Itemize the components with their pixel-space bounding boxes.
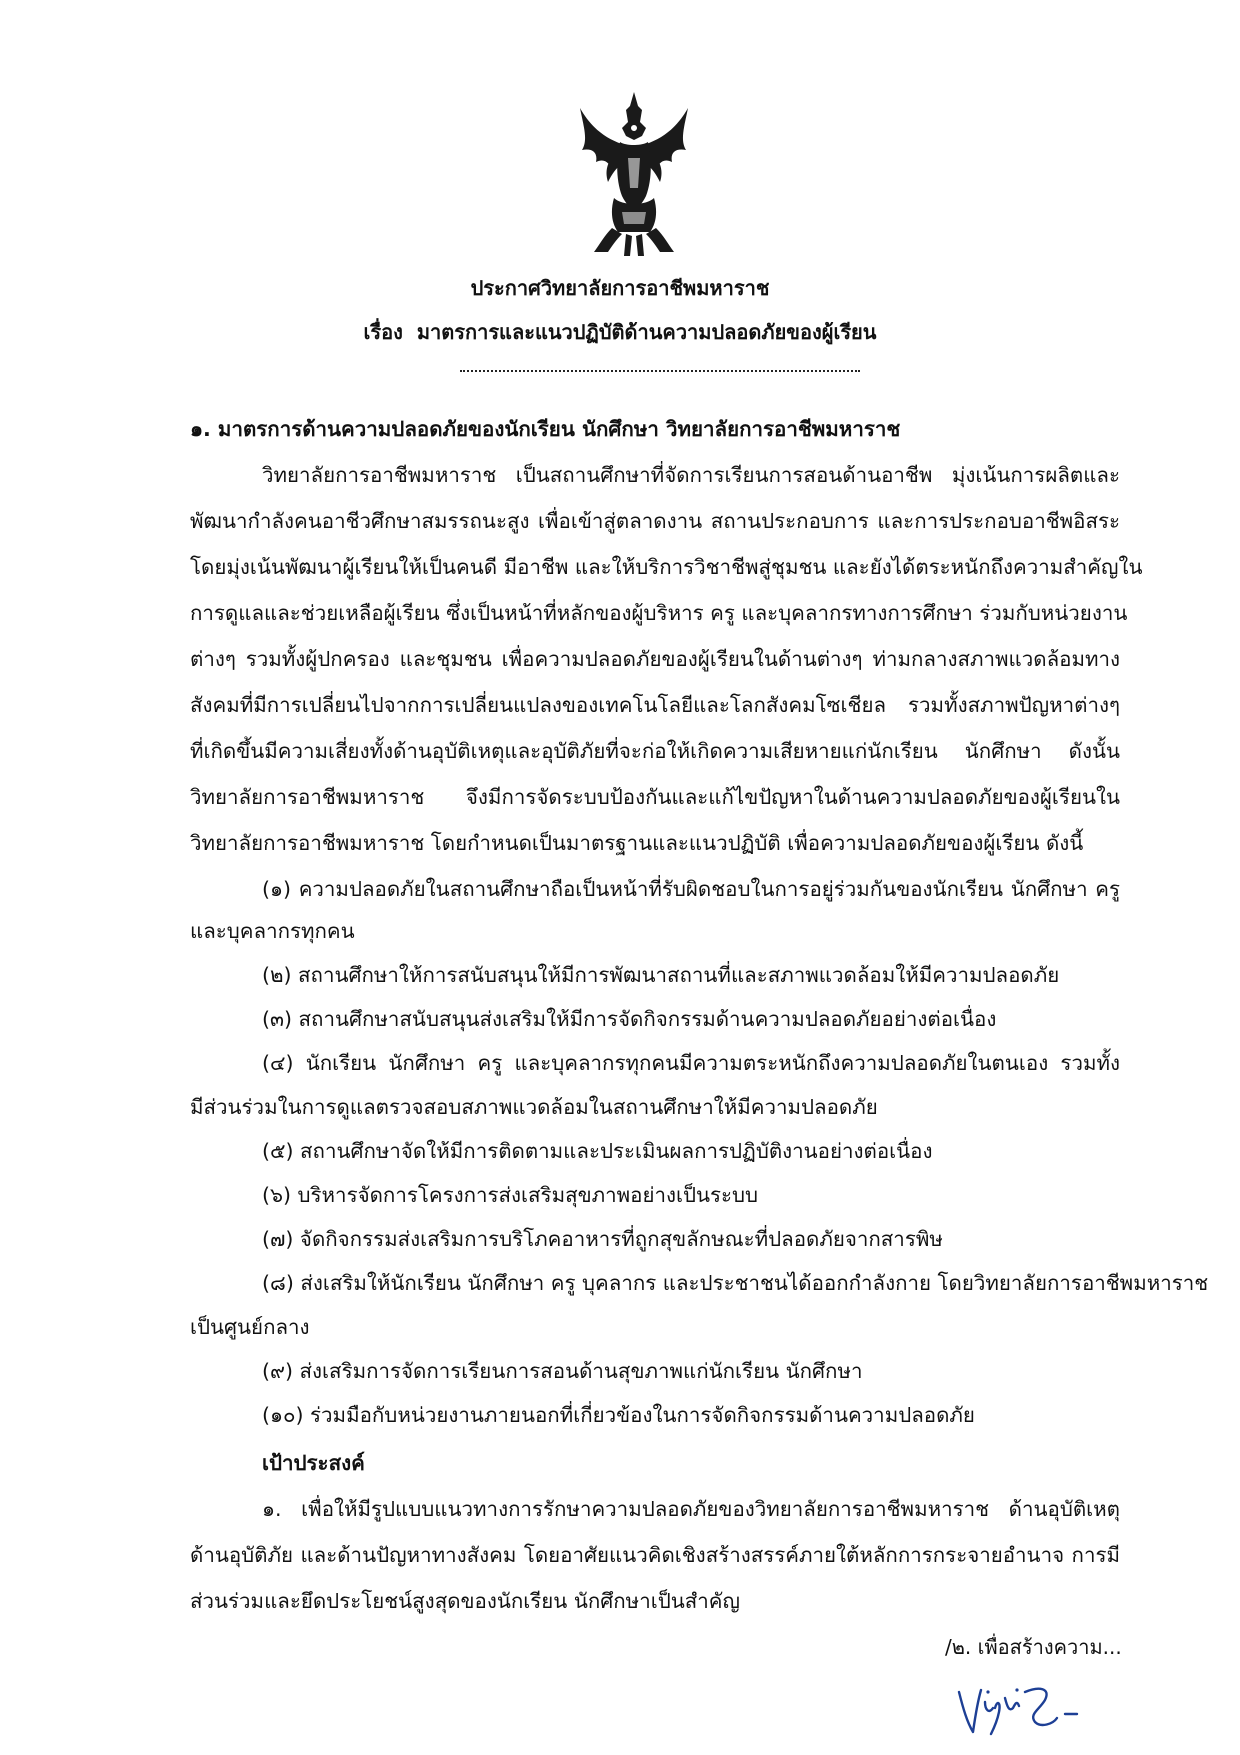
garuda-emblem-icon [574,88,694,260]
measure-item: (๓) สถานศึกษาสนับสนุนส่งเสริมให้มีการจัดกิจกรรมด้านความปลอดภัยอย่างต่อเนื่อง [262,1007,997,1031]
paragraph-line: พัฒนากำลังคนอาชีวศึกษาสมรรถนะสูง เพื่อเข้าสู่ตลาดงาน สถานประกอบการ และการประกอบอาชีพอิสระ [190,509,1120,533]
measure-item-continuation: และบุคลากรทุกคน [190,919,355,943]
measure-item-continuation: มีส่วนร่วมในการดูแลตรวจสอบสภาพแวดล้อมในสถานศึกษาให้มีความปลอดภัย [190,1095,878,1119]
measure-item: (๙) ส่งเสริมการจัดการเรียนการสอนด้านสุขภาพแก่นักเรียน นักศึกษา [262,1359,863,1383]
measure-item: (๗) จัดกิจกรรมส่งเสริมการบริโภคอาหารที่ถูกสุขลักษณะที่ปลอดภัยจากสารพิษ [262,1227,943,1251]
measure-item: (๑๐) ร่วมมือกับหน่วยงานภายนอกที่เกี่ยวข้องในการจัดกิจกรรมด้านความปลอดภัย [262,1403,975,1427]
measure-item: (๕) สถานศึกษาจัดให้มีการติดตามและประเมินผลการปฏิบัติงานอย่างต่อเนื่อง [262,1139,933,1163]
measure-item-continuation: เป็นศูนย์กลาง [190,1315,310,1339]
objective-line: ส่วนร่วมและยึดประโยชน์สูงสุดของนักเรียน นักศึกษาเป็นสำคัญ [190,1589,740,1613]
measure-item: (๑) ความปลอดภัยในสถานศึกษาถือเป็นหน้าที่รับผิดชอบในการอยู่ร่วมกันของนักเรียน นักศึกษา ครู [262,877,1120,901]
measure-item: (๔) นักเรียน นักศึกษา ครู และบุคลากรทุกคนมีความตระหนักถึงความปลอดภัยในตนเอง รวมทั้ง [262,1051,1120,1075]
paragraph-line: โดยมุ่งเน้นพัฒนาผู้เรียนให้เป็นคนดี มีอาชีพ และให้บริการวิชาชีพสู่ชุมชน และยังได้ตระหนักถึงความสำคัญใน [190,555,1143,579]
paragraph-line: วิทยาลัยการอาชีพมหาราช เป็นสถานศึกษาที่จัดการเรียนการสอนด้านอาชีพ มุ่งเน้นการผลิตและ [262,463,1120,487]
paragraph-line: การดูแลและช่วยเหลือผู้เรียน ซึ่งเป็นหน้าที่หลักของผู้บริหาร ครู และบุคลากรทางการศึกษา ร่วมกับหน่วยงาน [190,601,1128,625]
paragraph-line: สังคมที่มีการเปลี่ยนไปจากการเปลี่ยนแปลงของเทคโนโลยีและโลกสังคมโซเชียล รวมทั้งสภาพปัญหาต่างๆ [190,693,1120,717]
objectives-heading: เป้าประสงค์ [262,1451,365,1475]
section1-heading: ๑. มาตรการด้านความปลอดภัยของนักเรียน นักศึกษา วิทยาลัยการอาชีพมหาราช [190,417,901,441]
objective-line: ด้านอุบัติภัย และด้านปัญหาทางสังคม โดยอาศัยแนวคิดเชิงสร้างสรรค์ภายใต้หลักการกระจายอำนาจ การมี [190,1543,1120,1567]
measure-item: (๒) สถานศึกษาให้การสนับสนุนให้มีการพัฒนาสถานที่และสภาพแวดล้อมให้มีความปลอดภัย [262,963,1060,987]
objective-line: ๑. เพื่อให้มีรูปแบบแนวทางการรักษาความปลอดภัยของวิทยาลัยการอาชีพมหาราช ด้านอุบัติเหตุ [262,1497,1120,1521]
handwritten-signature [955,1678,1085,1738]
paragraph-line: ที่เกิดขึ้นมีความเสี่ยงทั้งด้านอุบัติเหตุและอุบัติภัยที่จะก่อให้เกิดความเสียหายแก่นักเรียน นักศึกษา ดังนั้น [190,739,1120,763]
subject-label: เรื่อง [363,320,403,344]
announcement-subject [0,316,1240,348]
divider-dots [460,370,860,372]
announcement-title: ประกาศวิทยาลัยการอาชีพมหาราช [470,276,770,300]
subject-text: มาตรการและแนวปฏิบัติด้านความปลอดภัยของผู้เรียน [416,320,877,344]
measure-item: (๘) ส่งเสริมให้นักเรียน นักศึกษา ครู บุคลากร และประชาชนได้ออกกำลังกาย โดยวิทยาลัยการอาชีพมหาราช [262,1271,1209,1295]
paragraph-line: วิทยาลัยการอาชีพมหาราช จึงมีการจัดระบบป้องกันและแก้ไขปัญหาในด้านความปลอดภัยของผู้เรียนใน [190,785,1120,809]
next-page-reference: /๒. เพื่อสร้างความ... [945,1635,1122,1659]
measure-item: (๖) บริหารจัดการโครงการส่งเสริมสุขภาพอย่างเป็นระบบ [262,1183,759,1207]
paragraph-line: วิทยาลัยการอาชีพมหาราช โดยกำหนดเป็นมาตรฐานและแนวปฏิบัติ เพื่อความปลอดภัยของผู้เรียน ดังนี้ [190,831,1084,855]
paragraph-line: ต่างๆ รวมทั้งผู้ปกครอง และชุมชน เพื่อความปลอดภัยของผู้เรียนในด้านต่างๆ ท่ามกลางสภาพแวดล้อมทาง [190,647,1120,671]
